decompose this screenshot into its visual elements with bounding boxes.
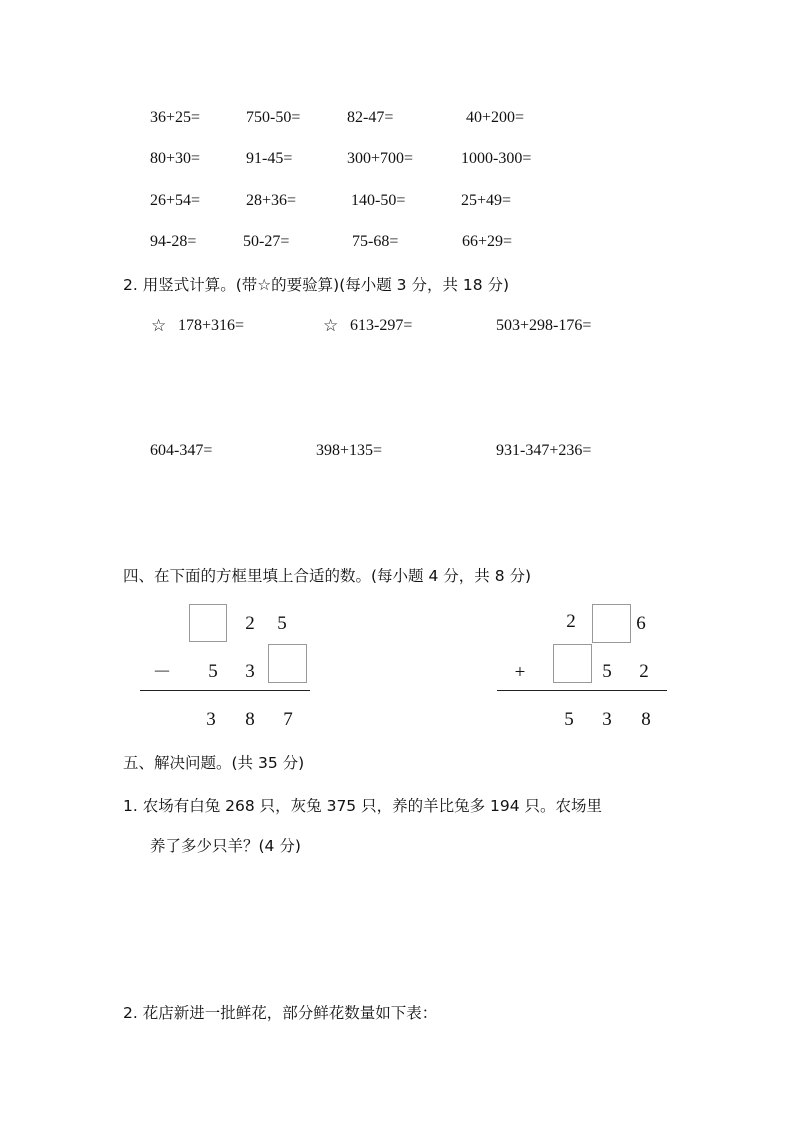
digit: 6 [636, 613, 646, 634]
digit: 2 [245, 613, 255, 634]
plus-sign: + [514, 662, 526, 683]
digit: 3 [602, 709, 612, 730]
oral-item: 300+700= [347, 150, 414, 167]
q2-heading: 2. 用竖式计算。(带☆的要验算)(每小题 3 分，共 18 分) [123, 276, 510, 294]
digit: 5 [277, 613, 287, 634]
oral-item: 75-68= [352, 233, 399, 250]
vertical-calc-item: 604-347= [150, 442, 213, 459]
answer-box[interactable] [592, 604, 631, 643]
vertical-calc-item: 931-347+236= [496, 442, 592, 459]
oral-item: 36+25= [150, 109, 201, 126]
sum-line [140, 690, 310, 691]
oral-item: 750-50= [246, 109, 301, 126]
sum-line [497, 690, 667, 691]
vertical-calc-item: 613-297= [350, 317, 413, 334]
digit: 8 [641, 709, 651, 730]
oral-item: 94-28= [150, 233, 197, 250]
section5-heading: 五、解决问题。(共 35 分) [123, 754, 305, 772]
oral-item: 26+54= [150, 192, 201, 209]
section4-heading: 四、在下面的方框里填上合适的数。(每小题 4 分，共 8 分) [123, 567, 532, 585]
oral-item: 80+30= [150, 150, 201, 167]
oral-item: 40+200= [466, 109, 525, 126]
digit: 3 [206, 709, 216, 730]
answer-box[interactable] [189, 604, 227, 642]
oral-item: 1000-300= [461, 150, 532, 167]
problem-2: 2. 花店新进一批鲜花，部分鲜花数量如下表： [123, 1004, 438, 1022]
vertical-calc-item: 398+135= [316, 442, 383, 459]
answer-box[interactable] [268, 644, 307, 683]
oral-item: 140-50= [351, 192, 406, 209]
digit: 2 [639, 661, 649, 682]
star-icon: ☆ [323, 316, 339, 336]
digit: 7 [283, 709, 293, 730]
minus-sign: － [152, 661, 172, 683]
oral-item: 25+49= [461, 192, 512, 209]
oral-item: 91-45= [246, 150, 293, 167]
digit: 3 [245, 661, 255, 682]
answer-box[interactable] [553, 644, 592, 683]
vertical-calc-item: 503+298-176= [496, 317, 592, 334]
oral-item: 82-47= [347, 109, 394, 126]
digit: 8 [245, 709, 255, 730]
oral-item: 50-27= [243, 233, 290, 250]
problem-1-line-2: 养了多少只羊？(4 分) [150, 837, 301, 855]
digit: 5 [602, 661, 612, 682]
oral-item: 66+29= [462, 233, 513, 250]
problem-1-line-1: 1. 农场有白兔 268 只，灰兔 375 只，养的羊比兔多 194 只。农场里 [123, 797, 603, 815]
star-icon: ☆ [151, 316, 167, 336]
digit: 5 [208, 661, 218, 682]
digit: 2 [566, 611, 576, 632]
vertical-calc-item: 178+316= [178, 317, 245, 334]
digit: 5 [564, 709, 574, 730]
oral-item: 28+36= [246, 192, 297, 209]
